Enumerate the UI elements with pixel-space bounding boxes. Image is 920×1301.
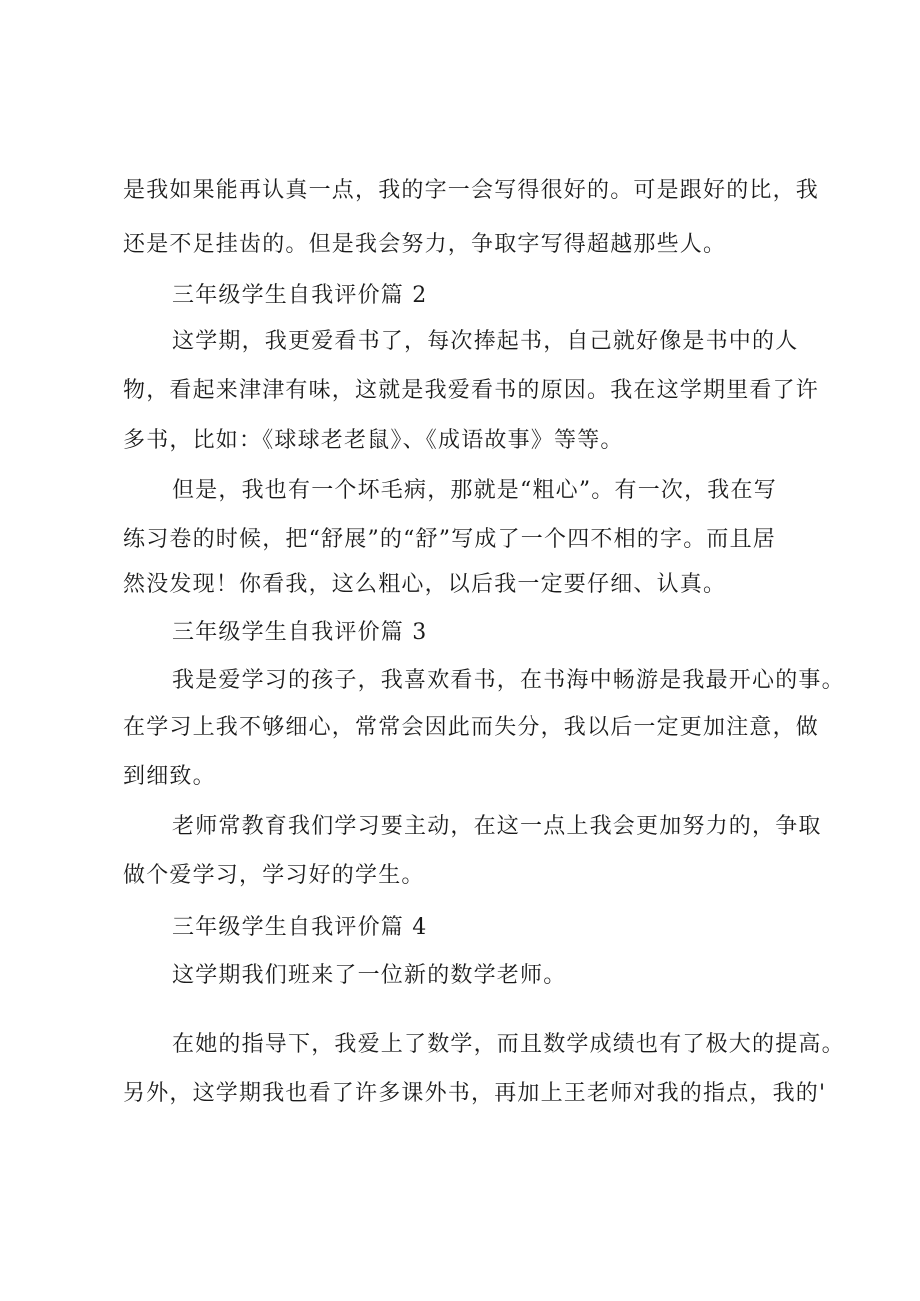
paragraph-line: 这学期，我更爱看书了，每次捧起书，自己就好像是书中的人 (172, 329, 799, 354)
section-heading-3: 三年级学生自我评价篇 3 (172, 620, 428, 645)
paragraph-line: 是我如果能再认真一点，我的字一会写得很好的。可是跟好的比，我 (123, 178, 820, 203)
paragraph-line: 这学期我们班来了一位新的数学老师。 (172, 963, 567, 988)
paragraph-line: 老师常教育我们学习要主动，在这一点上我会更加努力的，争取 (172, 814, 822, 839)
paragraph-line: 多书，比如：《球球老老鼠》、《成语故事》等等。 (123, 428, 624, 453)
paragraph-line: 在学习上我不够细心，常常会因此而失分，我以后一定更加注意，做 (123, 715, 820, 740)
paragraph-line: 还是不足挂齿的。但是我会努力，争取字写得超越那些人。 (123, 232, 727, 257)
section-heading-2: 三年级学生自我评价篇 2 (172, 283, 428, 308)
paragraph-line: 另外，这学期我也看了许多课外书，再加上王老师对我的指点，我的' (123, 1081, 827, 1106)
section-heading-4: 三年级学生自我评价篇 4 (172, 915, 428, 940)
paragraph-line: 在她的指导下，我爱上了数学，而且数学成绩也有了极大的提高。 (172, 1032, 845, 1057)
paragraph-line: 练习卷的时候，把“舒展”的“舒”写成了一个四不相的字。而且居 (123, 527, 776, 552)
paragraph-line: 做个爱学习，学习好的学生。 (123, 863, 425, 888)
paragraph-line: 但是，我也有一个坏毛病，那就是“粗心”。有一次，我在写 (172, 478, 777, 503)
paragraph-line: 我是爱学习的孩子，我喜欢看书，在书海中畅游是我最开心的事。 (172, 668, 845, 693)
paragraph-line: 物，看起来津津有味，这就是我爱看书的原因。我在这学期里看了许 (123, 378, 820, 403)
paragraph-line: 到细致。 (123, 764, 216, 789)
paragraph-line: 然没发现！你看我，这么粗心，以后我一定要仔细、认真。 (123, 572, 727, 597)
